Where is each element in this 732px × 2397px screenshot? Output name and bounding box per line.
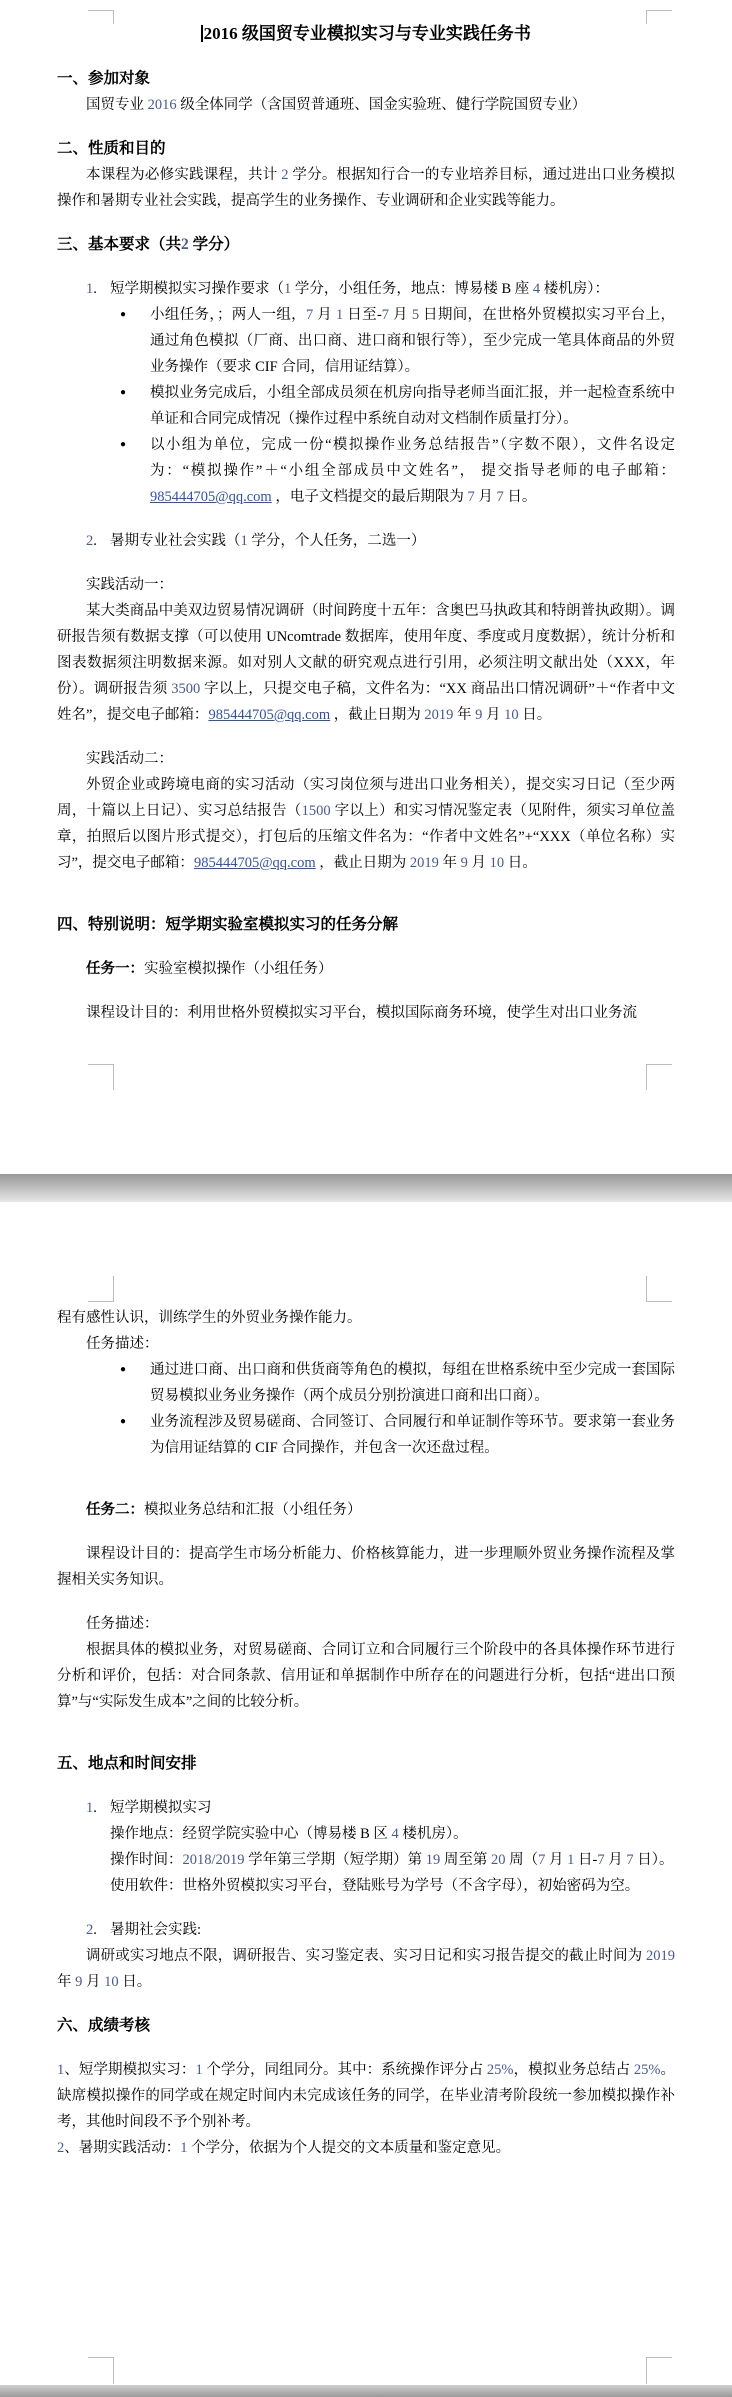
spacer: [57, 1995, 675, 2013]
text-segment: 操作时间：2018/2019 学年第三学期（短学期）第 19 周至第 20 周（7 月 1 日-7 月 7 日）。: [110, 1852, 674, 1868]
text-segment: 以小组为单位，完成一份“模拟操作业务总结报告”（字数不限），文件名设定为：“模拟操作”＋“小组全部成员中文姓名”， 提交指导老师的电子邮箱：: [150, 437, 675, 479]
text-segment: 通过进口商、出口商和供货商等角色的模拟，每组在世格系统中至少完成一套国际贸易模拟业务业务操作（两个成员分别扮演进口商和出口商）。: [150, 1362, 675, 1404]
text-segment: 二、性质和目的: [57, 140, 166, 157]
bullet-icon: ●: [120, 309, 127, 320]
body-paragraph: [57, 1305, 675, 1331]
text-segment: ，截止日期为 2019 年 9 月 10 日。: [330, 707, 552, 723]
section-heading: [57, 136, 675, 162]
margin-mark-top-left-p1: [88, 10, 114, 24]
body-paragraph: [110, 1847, 675, 1873]
spacer: [57, 48, 675, 66]
item-marker: 1.: [86, 1800, 97, 1816]
numbered-item: [57, 528, 675, 554]
text-segment: 六、成绩考核: [57, 2017, 151, 2034]
section-heading: [57, 1751, 675, 1777]
spacer: [57, 118, 675, 136]
spacer: [57, 1715, 675, 1733]
text-segment: 暑期社会实践:: [110, 1922, 202, 1938]
spacer: [57, 1461, 675, 1479]
margin-mark-bottom-left-p1: [88, 1064, 114, 1090]
margin-mark-bottom-right-p1: [646, 1064, 672, 1090]
text-segment: 小组任务，；两人一组，7 月 1 日至-7 月 5 日期间，在世格外贸模拟实习平台上，通过角色模拟（厂商、出口商、进口商和银行等），至少完成一笔具体商品的外贸业务操作（要求 CIF 合同，信用证结算）。: [150, 307, 676, 375]
body-paragraph: [57, 572, 675, 598]
text-segment: 1、短学期模拟实习：1 个学分，同组同分。其中：系统操作评分占 25%，模拟业务总结占 25%。缺席模拟操作的同学或在规定时间内未完成该任务的同学，在毕业清考阶段统一参加模拟操作补考，其他时间段不予个别补考。: [57, 2062, 676, 2130]
spacer: [57, 982, 675, 1000]
text-segment: 一、参加对象: [57, 70, 151, 87]
doc-title-text: 2016 级国贸专业模拟实习与专业实践任务书: [203, 24, 531, 43]
spacer: [57, 728, 675, 746]
body-paragraph: [110, 1873, 675, 1899]
bottom-page-gap: [0, 2385, 732, 2397]
document-page-1: [0, 0, 732, 1174]
numbered-item: [57, 1795, 675, 1821]
bullet-icon: ●: [120, 387, 127, 398]
text-segment: 业务流程涉及贸易磋商、合同签订、合同履行和单证制作等环节。要求第一套业务为信用证结算的 CIF 合同操作，并包含一次还盘过程。: [150, 1414, 675, 1456]
task-label: 任务一：: [86, 961, 144, 977]
email-link[interactable]: 985444705@qq.com: [193, 855, 316, 871]
bullet-item: [120, 432, 675, 510]
bullet-item: [120, 380, 675, 432]
bullet-item: [120, 1409, 675, 1461]
text-segment: 调研或实习地点不限，调研报告、实习鉴定表、实习日记和实习报告提交的截止时间为 2019 年 9 月 10 日。: [57, 1948, 675, 1990]
email-link[interactable]: 985444705@qq.com: [208, 707, 331, 723]
text-segment: 模拟业务总结和汇报（小组任务）: [144, 1502, 362, 1518]
text-segment: 三、基本要求（共2 学分）: [57, 236, 240, 253]
text-cursor: [201, 25, 203, 42]
text-segment: 使用软件：世格外贸模拟实习平台，登陆账号为学号（不含字母），初始密码为空。: [110, 1878, 640, 1894]
spacer: [57, 214, 675, 232]
item-marker: 1.: [86, 281, 97, 297]
body-paragraph: [57, 598, 675, 728]
body-paragraph: [57, 956, 675, 982]
spacer: [57, 510, 675, 528]
text-segment: ，截止日期为 2019 年 9 月 10 日。: [315, 855, 537, 871]
bullet-icon: ●: [120, 1364, 127, 1375]
text-segment: 四、特别说明：短学期实验室模拟实习的任务分解: [57, 916, 399, 933]
text-segment: 短学期模拟实习操作要求（1 学分，小组任务，地点：博易楼 B 座 4 楼机房）：: [110, 281, 610, 297]
bullet-icon: ●: [120, 439, 127, 450]
numbered-item: [57, 1917, 675, 1943]
spacer: [57, 258, 675, 276]
text-segment: 实验室模拟操作（小组任务）: [144, 961, 333, 977]
body-paragraph: [57, 162, 675, 214]
text-segment: 暑期专业社会实践（1 学分，个人任务，二选一）: [110, 533, 426, 549]
spacer: [57, 894, 675, 912]
section-heading: [57, 66, 675, 92]
text-segment: 实践活动二：: [86, 751, 173, 767]
body-paragraph: [57, 1943, 675, 1995]
text-segment: 课程设计目的：利用世格外贸模拟实习平台，模拟国际商务环境，使学生对出口业务流: [86, 1005, 637, 1021]
text-segment: ，电子文档提交的最后期限为 7 月 7 日。: [271, 489, 537, 505]
body-paragraph: [57, 1000, 675, 1026]
spacer: [57, 1523, 675, 1541]
text-segment: 实践活动一：: [86, 577, 173, 593]
text-segment: 2、暑期实践活动：1 个学分，依据为个人提交的文本质量和鉴定意见。: [57, 2140, 511, 2156]
margin-mark-bottom-left-p2: [88, 2357, 114, 2384]
body-paragraph: [57, 1637, 675, 1715]
section-heading: [57, 232, 675, 258]
spacer: [57, 2039, 675, 2057]
body-paragraph: [57, 2057, 675, 2135]
spacer: [57, 1593, 675, 1611]
email-link[interactable]: 985444705@qq.com: [150, 489, 272, 505]
text-segment: 程有感性认识，训练学生的外贸业务操作能力。: [57, 1310, 362, 1326]
spacer: [57, 554, 675, 572]
body-paragraph: [57, 1497, 675, 1523]
bullet-item: [120, 302, 675, 380]
text-segment: 任务描述：: [86, 1336, 159, 1352]
text-segment: 模拟业务完成后，小组全部成员须在机房向指导老师当面汇报，并一起检查系统中单证和合同完成情况（操作过程中系统自动对文档制作质量打分）。: [150, 385, 675, 427]
item-marker: 2.: [86, 533, 97, 549]
text-segment: 操作地点：经贸学院实验中心（博易楼 B 区 4 楼机房）。: [110, 1826, 468, 1842]
text-segment: 国贸专业 2016 级全体同学（含国贸普通班、国金实验班、健行学院国贸专业）: [86, 97, 587, 113]
document-page-2: [0, 1202, 732, 2385]
text-segment: 任务描述：: [86, 1616, 159, 1632]
doc-title: [57, 20, 675, 48]
body-paragraph: [110, 1821, 675, 1847]
spacer: [57, 1733, 675, 1751]
page-break-gap: [0, 1174, 732, 1202]
body-paragraph: [57, 1331, 675, 1357]
item-marker: 2.: [86, 1922, 97, 1938]
text-segment: 根据具体的模拟业务，对贸易磋商、合同订立和合同履行三个阶段中的各具体操作环节进行分析和评价，包括：对合同条款、信用证和单据制作中所存在的问题进行分析，包括“进出口预算”与“实际发生成本”之间的比较分析。: [57, 1642, 675, 1710]
task-label: 任务二：: [86, 1502, 144, 1518]
text-segment: 课程设计目的：提高学生市场分析能力、价格核算能力，进一步理顺外贸业务操作流程及掌握相关实务知识。: [57, 1546, 675, 1588]
body-paragraph: [57, 1611, 675, 1637]
text-segment: 五、地点和时间安排: [57, 1755, 197, 1772]
bullet-icon: ●: [120, 1416, 127, 1427]
text-segment: 本课程为必修实践课程，共计 2 学分。根据知行合一的专业培养目标，通过进出口业务模拟操作和暑期专业社会实践，提高学生的业务操作、专业调研和企业实践等能力。: [57, 167, 676, 209]
margin-mark-bottom-right-p2: [646, 2357, 672, 2384]
section-heading: [57, 912, 675, 938]
margin-mark-top-left-p2: [88, 1276, 114, 1302]
body-paragraph: [57, 746, 675, 772]
body-paragraph: [57, 772, 675, 876]
spacer: [57, 1479, 675, 1497]
body-paragraph: [57, 2135, 675, 2161]
spacer: [57, 1777, 675, 1795]
spacer: [57, 876, 675, 894]
margin-mark-top-right-p1: [646, 10, 672, 24]
spacer: [57, 1899, 675, 1917]
text-segment: 外贸企业或跨境电商的实习活动（实习岗位须与进出口业务相关），提交实习日记（至少两周，十篇以上日记）、实习总结报告（1500 字以上）和实习情况鉴定表（见附件，须实习单位盖章，拍照后以图片形式提交），打包后的压缩文件名为：“作者中文姓名”+“XXX（单位名称）实习”，提交电子邮箱：: [57, 777, 676, 871]
margin-mark-top-right-p2: [646, 1276, 672, 1302]
text-segment: 某大类商品中美双边贸易情况调研（时间跨度十五年：含奥巴马执政其和特朗普执政期）。调研报告须有数据支撑（可以使用 UNcomtrade 数据库，使用年度、季度或月度数据），统计分析和图表数据须注明数据来源。如对别人文献的研究观点进行引用，必须注明文献出处（XXX，年份）。调研报告须 3500 字以上，只提交电子稿，文件名为：“XX 商品出口情况调研”＋“作者中文姓名”，提交电子邮箱：: [57, 603, 676, 723]
bullet-item: [120, 1357, 675, 1409]
body-paragraph: [57, 92, 675, 118]
numbered-item: [57, 276, 675, 302]
body-paragraph: [57, 1541, 675, 1593]
section-heading: [57, 2013, 675, 2039]
text-segment: 短学期模拟实习: [110, 1800, 212, 1816]
spacer: [57, 938, 675, 956]
